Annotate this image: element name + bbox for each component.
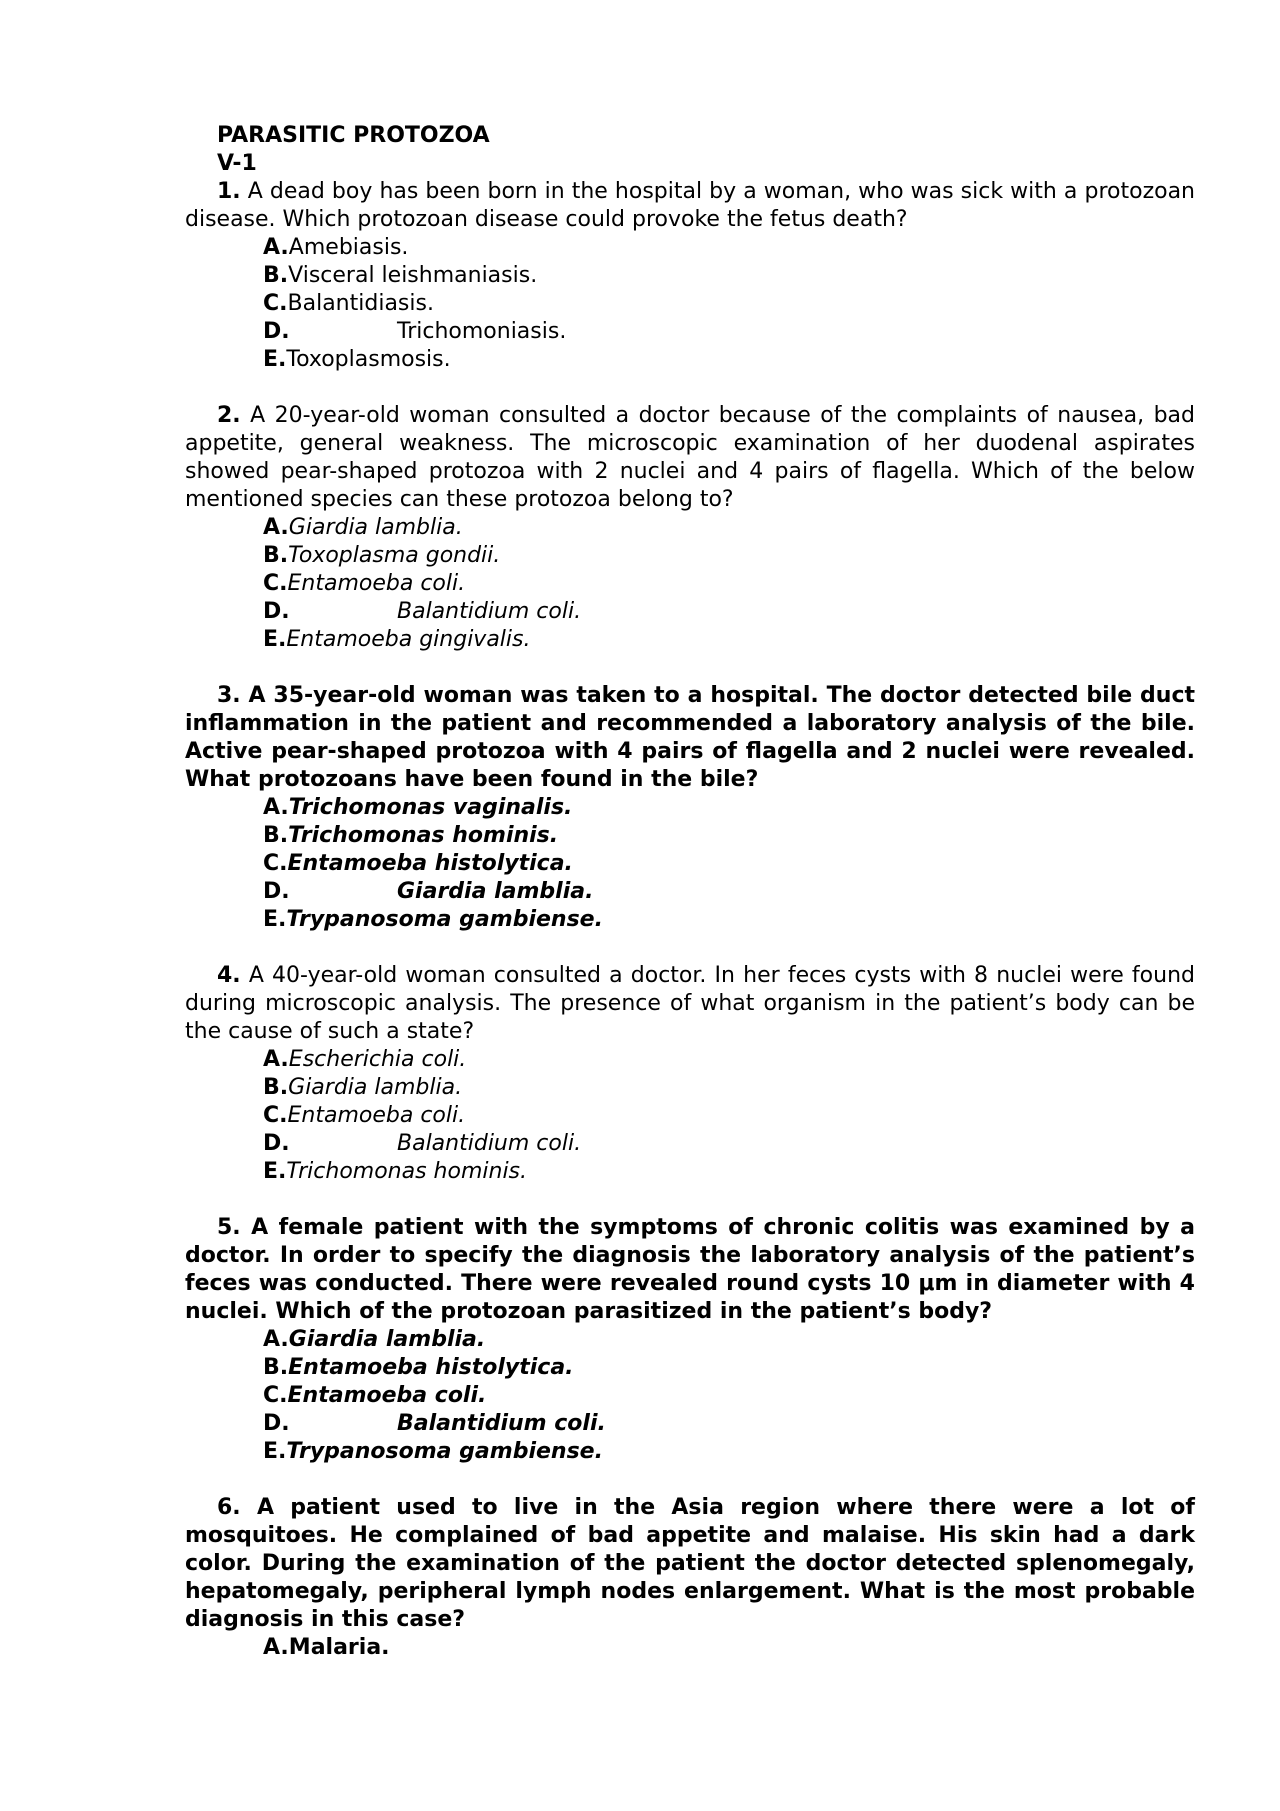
answer-option-a — [263, 794, 1195, 822]
option-letter: B. — [263, 823, 289, 848]
question-3 — [185, 682, 1195, 934]
answer-option-e — [263, 1158, 1195, 1186]
question-text: A female patient with the symptoms of chronic colitis was examined by a doctor. In order to specify the diagnosis the laboratory analysis of the patient’s feces was conducted. There were revealed round cysts 10 μm in diameter with 4 nuclei. Which of the protozoan parasitized in the patient’s body? — [185, 1215, 1195, 1324]
question-6 — [185, 1494, 1195, 1662]
answer-option-c — [263, 570, 1195, 598]
option-letter: C. — [263, 1383, 288, 1408]
option-letter: E. — [263, 627, 287, 652]
question-stem — [185, 402, 1195, 514]
option-text: Balantidium coli. — [397, 1131, 582, 1156]
option-letter: E. — [263, 1159, 287, 1184]
document-title: PARASITIC PROTOZOA — [217, 123, 490, 148]
answer-option-e — [263, 346, 1195, 374]
option-text: Trichomoniasis. — [397, 319, 567, 344]
option-letter: C. — [263, 291, 288, 316]
question-4 — [185, 962, 1195, 1186]
answer-option-c — [263, 290, 1195, 318]
answer-option-d — [263, 1130, 1195, 1158]
question-1 — [185, 178, 1195, 374]
question-stem — [185, 1494, 1195, 1634]
question-text: A 35-year-old woman was taken to a hospital. The doctor detected bile duct inflammation in the patient and recommended a laboratory analysis of the bile. Active pear-shaped protozoa with 4 pairs of flagella and 2 nuclei were revealed. What protozoans have been found in the bile? — [185, 683, 1195, 792]
option-letter: B. — [263, 543, 289, 568]
option-text: Entamoeba coli. — [287, 1103, 466, 1128]
option-text: Trichomonas hominis. — [288, 823, 559, 848]
answer-option-d — [263, 1410, 1195, 1438]
option-letter: D. — [263, 319, 290, 344]
option-text: Giardia lamblia. — [397, 879, 594, 904]
answer-option-d — [263, 318, 1195, 346]
answer-option-a — [263, 1326, 1195, 1354]
answer-option-b — [263, 542, 1195, 570]
option-letter: D. — [263, 879, 290, 904]
question-text: A 40-year-old woman consulted a doctor. In her feces cysts with 8 nuclei were found during microscopic analysis. The presence of what organism in the patient’s body can be the cause of such a state? — [185, 963, 1195, 1044]
option-letter: C. — [263, 851, 288, 876]
option-text: Trichomonas vaginalis. — [288, 795, 573, 820]
question-number: 6. — [217, 1495, 241, 1520]
option-text: Visceral leishmaniasis. — [288, 263, 538, 288]
option-text: Trypanosoma gambiense. — [286, 907, 603, 932]
option-letter: C. — [263, 1103, 288, 1128]
option-letter: A. — [263, 795, 289, 820]
question-text: A dead boy has been born in the hospital by a woman, who was sick with a protozoan disease. Which protozoan disease could provoke the fetus death? — [185, 179, 1195, 232]
question-text: A 20-year-old woman consulted a doctor because of the complaints of nausea, bad appetite, general weakness. The microscopic examination of her duodenal aspirates showed pear-shaped protozoa with 2 nuclei and 4 pairs of flagella. Which of the below mentioned species can these protozoa belong to? — [185, 403, 1195, 512]
question-number: 3. — [217, 683, 241, 708]
question-text: A patient used to live in the Asia region where there were a lot of mosquitoes. He complained of bad appetite and malaise. His skin had a dark color. During the examination of the patient the doctor detected splenomegaly, hepatomegaly, peripheral lymph nodes enlargement. What is the most probable diagnosis in this case? — [185, 1495, 1195, 1632]
option-letter: B. — [263, 1075, 289, 1100]
answer-option-c — [263, 1102, 1195, 1130]
question-stem — [185, 1214, 1195, 1326]
option-letter: B. — [263, 263, 289, 288]
option-text: Escherichia coli. — [288, 1047, 467, 1072]
answer-option-c — [263, 850, 1195, 878]
option-text: Toxoplasmosis. — [286, 347, 451, 372]
option-text: Giardia lamblia. — [288, 1075, 463, 1100]
answer-option-e — [263, 626, 1195, 654]
question-number: 1. — [217, 179, 241, 204]
option-text: Balantidiasis. — [287, 291, 434, 316]
answer-option-b — [263, 822, 1195, 850]
question-number: 5. — [217, 1215, 241, 1240]
answer-option-b — [263, 1074, 1195, 1102]
option-text: Toxoplasma gondii. — [288, 543, 501, 568]
question-number: 2. — [217, 403, 241, 428]
answer-option-a — [263, 234, 1195, 262]
answer-option-e — [263, 1438, 1195, 1466]
option-text: Giardia lamblia. — [288, 1327, 486, 1352]
answer-options — [185, 1326, 1195, 1466]
question-2 — [185, 402, 1195, 654]
answer-options — [185, 1634, 1195, 1662]
answer-option-d — [263, 878, 1195, 906]
question-stem — [185, 682, 1195, 794]
variant-label: V-1 — [217, 151, 257, 176]
option-letter: D. — [263, 599, 290, 624]
option-letter: A. — [263, 515, 289, 540]
answer-options — [185, 1046, 1195, 1186]
answer-option-b — [263, 1354, 1195, 1382]
option-text: Giardia lamblia. — [288, 515, 463, 540]
question-stem — [185, 962, 1195, 1046]
answer-options — [185, 794, 1195, 934]
option-letter: A. — [263, 1327, 289, 1352]
option-text: Balantidium coli. — [397, 599, 582, 624]
answer-option-b — [263, 262, 1195, 290]
option-letter: E. — [263, 907, 287, 932]
answer-options — [185, 234, 1195, 374]
question-5 — [185, 1214, 1195, 1466]
answer-option-a — [263, 1046, 1195, 1074]
option-letter: A. — [263, 1635, 289, 1660]
option-letter: D. — [263, 1411, 290, 1436]
option-text: Entamoeba gingivalis. — [286, 627, 531, 652]
option-letter: E. — [263, 347, 287, 372]
option-letter: A. — [263, 235, 289, 260]
answer-option-a — [263, 514, 1195, 542]
option-text: Trypanosoma gambiense. — [286, 1439, 603, 1464]
option-letter: B. — [263, 1355, 289, 1380]
option-text: Amebiasis. — [288, 235, 409, 260]
option-text: Entamoeba coli. — [287, 571, 466, 596]
option-text: Entamoeba histolytica. — [288, 1355, 574, 1380]
document-page — [185, 122, 1195, 1690]
answer-option-d — [263, 598, 1195, 626]
question-number: 4. — [217, 963, 241, 988]
option-text: Entamoeba coli. — [287, 1383, 487, 1408]
question-stem — [185, 178, 1195, 234]
answer-options — [185, 514, 1195, 654]
option-letter: A. — [263, 1047, 289, 1072]
answer-option-c — [263, 1382, 1195, 1410]
answer-option-a — [263, 1634, 1195, 1662]
option-letter: C. — [263, 571, 288, 596]
option-text: Entamoeba histolytica. — [287, 851, 573, 876]
answer-option-e — [263, 906, 1195, 934]
option-text: Trichomonas hominis. — [286, 1159, 528, 1184]
option-text: Balantidium coli. — [397, 1411, 606, 1436]
option-letter: D. — [263, 1131, 290, 1156]
option-letter: E. — [263, 1439, 287, 1464]
option-text: Malaria. — [288, 1635, 390, 1660]
